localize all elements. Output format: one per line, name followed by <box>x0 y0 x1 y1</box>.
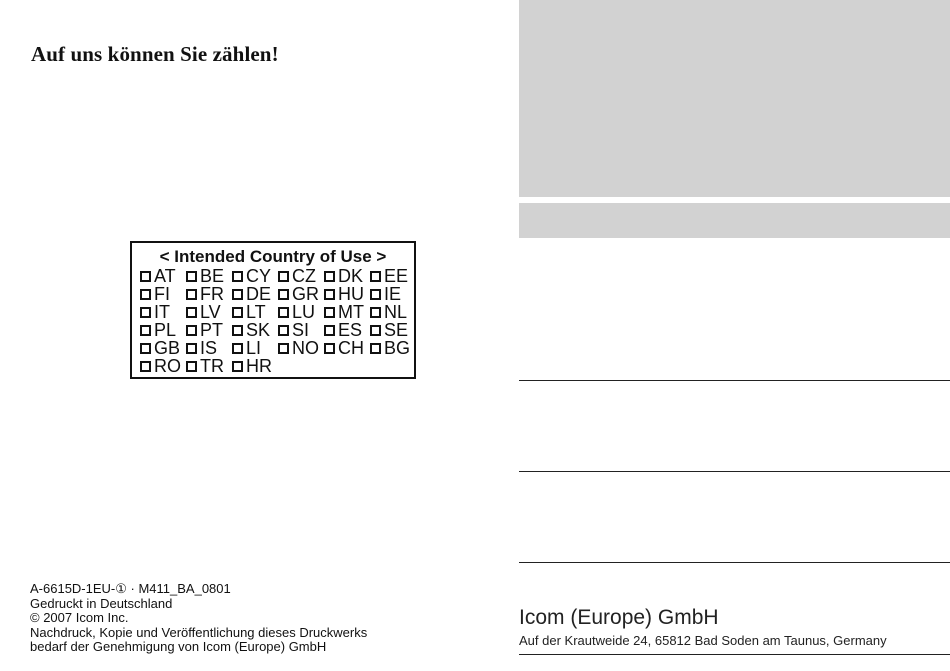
country-checkbox-item <box>278 339 324 357</box>
checkbox-icon <box>370 343 381 354</box>
checkbox-icon <box>324 271 335 282</box>
gray-panel <box>519 0 950 197</box>
checkbox-icon <box>278 289 289 300</box>
print-info-line: Gedruckt in Deutschland <box>30 595 173 611</box>
checkbox-icon <box>370 325 381 336</box>
checkbox-icon <box>186 271 197 282</box>
divider-line <box>519 471 950 472</box>
company-name: Icom (Europe) GmbH <box>519 606 719 629</box>
country-code: GB <box>154 338 181 358</box>
country-code: FI <box>154 284 170 304</box>
checkbox-icon <box>232 271 243 282</box>
intended-country-box <box>130 241 416 379</box>
country-checkbox-item <box>278 285 324 303</box>
company-address: Auf der Krautweide 24, 65812 Bad Soden am Taunus, Germany <box>519 633 887 648</box>
country-checkbox-item <box>278 321 324 339</box>
country-checkbox-item <box>370 321 416 339</box>
checkbox-icon <box>370 271 381 282</box>
country-code: LU <box>292 302 316 322</box>
checkbox-icon <box>140 361 151 372</box>
checkbox-icon <box>324 325 335 336</box>
country-code: ES <box>338 320 363 340</box>
country-checkbox-item <box>324 339 370 357</box>
country-checkbox-grid <box>140 267 416 375</box>
country-checkbox-item <box>232 267 278 285</box>
country-code: HU <box>338 284 364 304</box>
country-checkbox-item <box>324 285 370 303</box>
country-code: SI <box>292 320 310 340</box>
print-info-line: A-6615D-1EU-① · M411_BA_0801 <box>30 581 231 596</box>
country-code: IS <box>200 338 218 358</box>
country-checkbox-item <box>140 321 186 339</box>
print-info <box>30 582 367 655</box>
checkbox-icon <box>278 325 289 336</box>
checkbox-icon <box>278 343 289 354</box>
divider-line <box>519 562 950 563</box>
country-checkbox-item <box>140 285 186 303</box>
country-checkbox-item <box>278 267 324 285</box>
country-code: IE <box>384 284 402 304</box>
country-code: NL <box>384 302 408 322</box>
country-code: RO <box>154 356 181 376</box>
country-checkbox-item <box>324 267 370 285</box>
checkbox-icon <box>186 361 197 372</box>
checkbox-icon <box>140 289 151 300</box>
country-code: CH <box>338 338 364 358</box>
country-checkbox-item <box>324 303 370 321</box>
country-checkbox-item <box>232 339 278 357</box>
country-checkbox-item <box>186 285 232 303</box>
country-code: MT <box>338 302 364 322</box>
country-code: HR <box>246 356 272 376</box>
page-headline: Auf uns können Sie zählen! <box>31 42 279 66</box>
country-code: DK <box>338 266 364 286</box>
checkbox-icon <box>278 307 289 318</box>
country-checkbox-item <box>140 357 186 375</box>
divider-line <box>519 654 950 655</box>
country-code: NO <box>292 338 319 358</box>
checkbox-icon <box>232 307 243 318</box>
country-checkbox-item <box>370 303 416 321</box>
checkbox-icon <box>140 325 151 336</box>
country-checkbox-item <box>186 339 232 357</box>
country-code: TR <box>200 356 224 376</box>
country-code: AT <box>154 266 176 286</box>
country-code: PT <box>200 320 224 340</box>
country-checkbox-item <box>232 303 278 321</box>
country-code: EE <box>384 266 409 286</box>
country-code: CZ <box>292 266 316 286</box>
checkbox-icon <box>186 289 197 300</box>
checkbox-icon <box>232 343 243 354</box>
country-checkbox-item <box>370 339 416 357</box>
print-info-line: Nachdruck, Kopie und Veröffentlichung dieses Druckwerks <box>30 624 368 640</box>
country-checkbox-item <box>232 321 278 339</box>
country-checkbox-item <box>278 303 324 321</box>
country-checkbox-item <box>370 285 416 303</box>
country-checkbox-item <box>232 357 278 375</box>
checkbox-icon <box>278 271 289 282</box>
print-info-line: © 2007 Icom Inc. <box>30 610 129 625</box>
checkbox-icon <box>186 325 197 336</box>
country-checkbox-item <box>186 267 232 285</box>
checkbox-icon <box>370 289 381 300</box>
checkbox-icon <box>140 343 151 354</box>
divider-line <box>519 380 950 381</box>
country-checkbox-item <box>186 321 232 339</box>
country-checkbox-item <box>140 339 186 357</box>
country-code: LI <box>246 338 262 358</box>
country-checkbox-item <box>140 303 186 321</box>
country-checkbox-item <box>370 267 416 285</box>
country-code: LV <box>200 302 221 322</box>
gray-strip <box>519 203 950 238</box>
checkbox-icon <box>232 289 243 300</box>
country-code: GR <box>292 284 319 304</box>
checkbox-icon <box>140 307 151 318</box>
country-checkbox-item <box>232 285 278 303</box>
checkbox-icon <box>232 361 243 372</box>
country-checkbox-item <box>186 303 232 321</box>
checkbox-icon <box>324 289 335 300</box>
country-code: LT <box>246 302 266 322</box>
checkbox-icon <box>232 325 243 336</box>
country-checkbox-item <box>140 267 186 285</box>
country-code: IT <box>154 302 170 322</box>
checkbox-icon <box>324 307 335 318</box>
country-code: CY <box>246 266 272 286</box>
print-info-line: bedarf der Genehmigung von Icom (Europe) GmbH <box>30 639 327 654</box>
country-checkbox-item <box>324 321 370 339</box>
country-checkbox-item <box>186 357 232 375</box>
checkbox-icon <box>186 343 197 354</box>
country-code: PL <box>154 320 177 340</box>
country-code: DE <box>246 284 272 304</box>
checkbox-icon <box>324 343 335 354</box>
country-code: SK <box>246 320 271 340</box>
country-code: SE <box>384 320 409 340</box>
country-code: BG <box>384 338 411 358</box>
country-code: BE <box>200 266 225 286</box>
checkbox-icon <box>186 307 197 318</box>
country-box-title: < Intended Country of Use > <box>159 247 387 266</box>
country-code: FR <box>200 284 224 304</box>
checkbox-icon <box>140 271 151 282</box>
checkbox-icon <box>370 307 381 318</box>
